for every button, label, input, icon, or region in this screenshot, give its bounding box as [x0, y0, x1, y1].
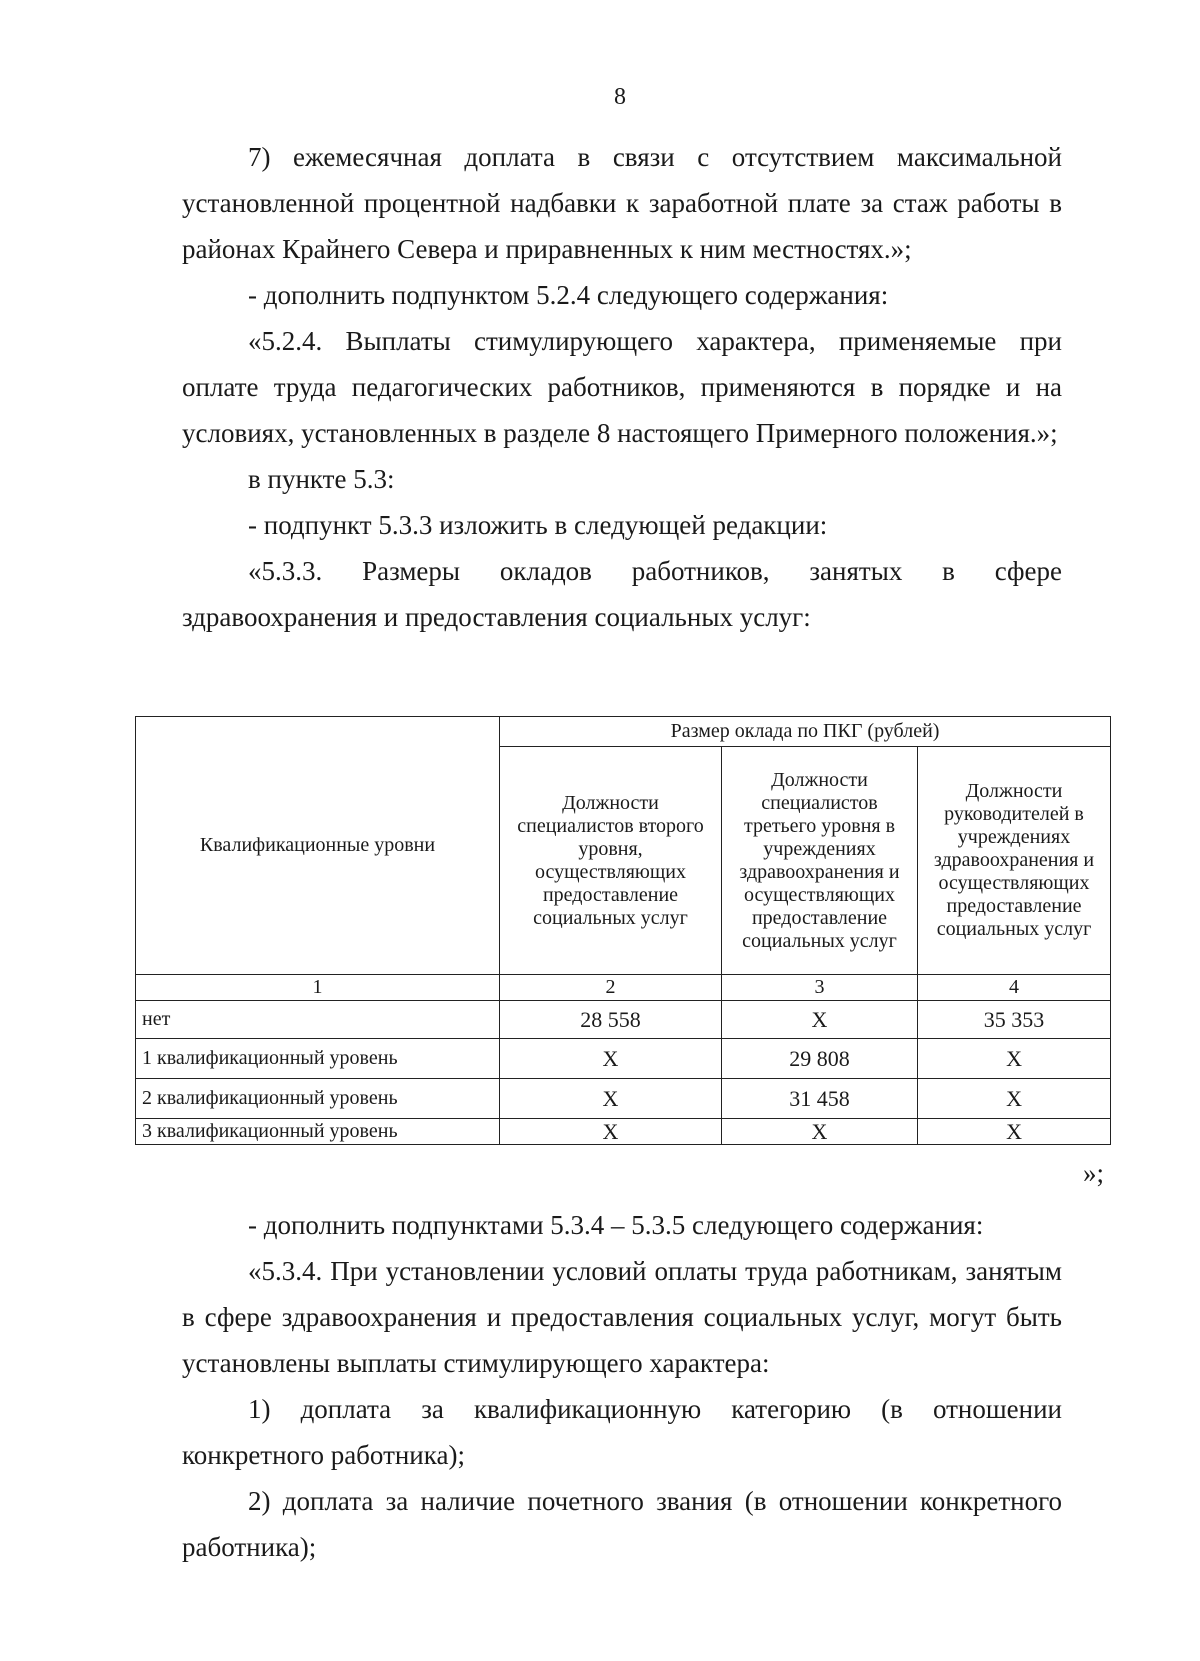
header-qualification-levels: Квалификационные уровни [136, 717, 500, 975]
paragraph-honorary-title: 2) доплата за наличие почетного звания (в отношении конкретного работника); [182, 1486, 1062, 1562]
row-level: 3 квалификационный уровень [136, 1119, 500, 1145]
paragraph-5-3-4: «5.3.4. При установлении условий оплаты труда работникам, занятым в сфере здравоохранения и предоставления социальных услуг, могут быть установлены выплаты стимулирующего характера: [182, 1256, 1062, 1378]
row-value-col-3: X [722, 1119, 918, 1145]
salary-table [135, 716, 1111, 1145]
row-value-col-2: X [500, 1039, 722, 1079]
text-block-top [182, 134, 1062, 640]
paragraph-7-monthly-payment: 7) ежемесячная доплата в связи с отсутствием максимальной установленной процентной надбавки к заработной плате за стаж работы в районах Крайнего Севера и приравненных к ним местностях.»; [182, 142, 1062, 264]
table-row [136, 1039, 1111, 1079]
row-value-col-4: 35 353 [918, 1001, 1111, 1039]
row-value-col-4: X [918, 1119, 1111, 1145]
row-level: 2 квалификационный уровень [136, 1079, 500, 1119]
table-row [136, 1119, 1111, 1145]
row-value-col-4: X [918, 1039, 1111, 1079]
paragraph-add-5-3-4: - дополнить подпунктами 5.3.4 – 5.3.5 следующего содержания: [248, 1210, 984, 1240]
row-level: нет [136, 1001, 500, 1039]
page-number: 8 [614, 84, 626, 110]
table-row [136, 1079, 1111, 1119]
row-value-col-2: X [500, 1119, 722, 1145]
text-block-bottom [182, 1202, 1062, 1570]
header-col-2: Должности специалистов второго уровня, осуществляющих предоставление социальных услуг [500, 747, 722, 975]
header-salary-size: Размер оклада по ПКГ (рублей) [500, 717, 1111, 747]
row-value-col-3: 31 458 [722, 1079, 918, 1119]
col-number-2: 2 [500, 975, 722, 1001]
row-level: 1 квалификационный уровень [136, 1039, 500, 1079]
header-col-4: Должности руководителей в учреждениях здравоохранения и осуществляющих предоставление социальных услуг [918, 747, 1111, 975]
column-numbers-row [136, 975, 1111, 1001]
col-number-3: 3 [722, 975, 918, 1001]
col-number-4: 4 [918, 975, 1111, 1001]
paragraph-5-3-3-edit: - подпункт 5.3.3 изложить в следующей редакции: [248, 510, 828, 540]
paragraph-5-3-3: «5.3.3. Размеры окладов работников, занятых в сфере здравоохранения и предоставления социальных услуг: [182, 556, 1062, 632]
paragraph-5-2-4: «5.2.4. Выплаты стимулирующего характера, применяемые при оплате труда педагогических работников, применяются в порядке и на условиях, установленных в разделе 8 настоящего Примерного положения.»; [182, 326, 1062, 448]
table-row [136, 1001, 1111, 1039]
row-value-col-2: X [500, 1079, 722, 1119]
col-number-1: 1 [136, 975, 500, 1001]
paragraph-qualification-category: 1) доплата за квалификационную категорию (в отношении конкретного работника); [182, 1394, 1062, 1470]
paragraph-add-5-2-4: - дополнить подпунктом 5.2.4 следующего содержания: [248, 280, 889, 310]
row-value-col-3: X [722, 1001, 918, 1039]
row-value-col-3: 29 808 [722, 1039, 918, 1079]
row-value-col-4: X [918, 1079, 1111, 1119]
closing-quote: »; [1083, 1158, 1105, 1188]
row-value-col-2: 28 558 [500, 1001, 722, 1039]
header-col-3: Должности специалистов третьего уровня в учреждениях здравоохранения и осуществляющих предоставление социальных услуг [722, 747, 918, 975]
paragraph-point-5-3: в пункте 5.3: [248, 464, 395, 494]
